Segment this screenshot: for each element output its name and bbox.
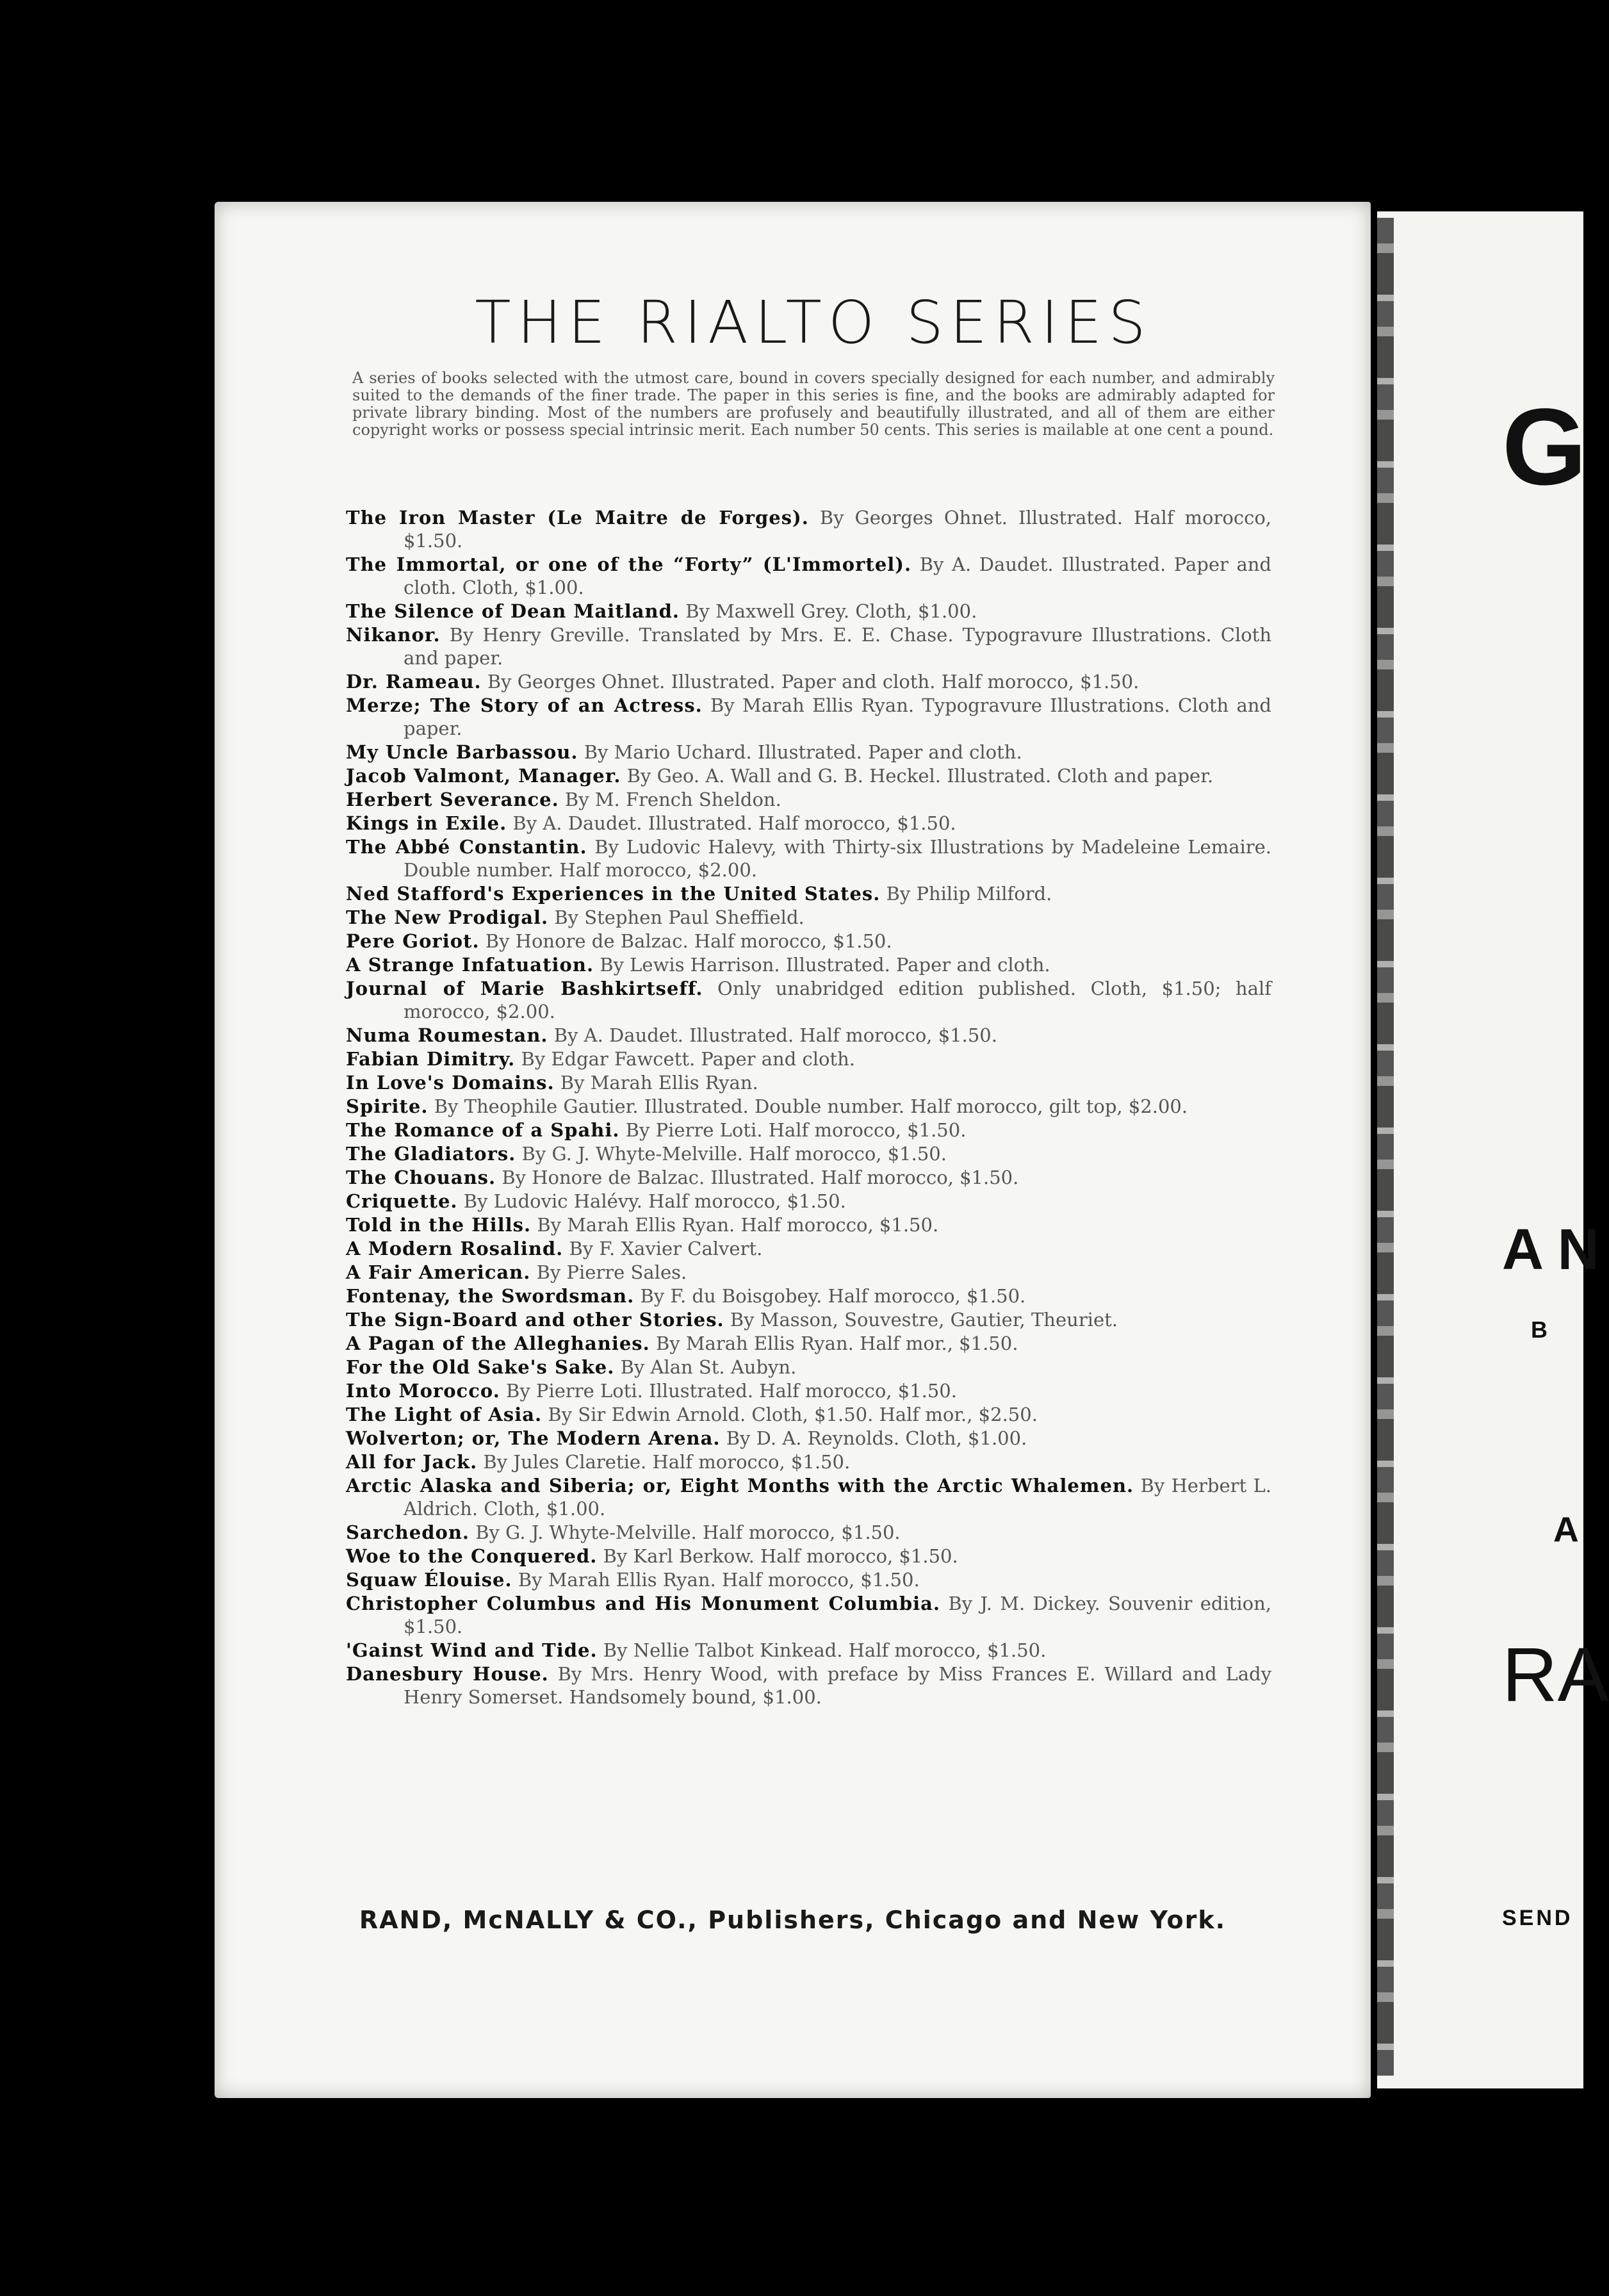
book-title: In Love's Domains.: [346, 1072, 555, 1094]
book-entry: [346, 788, 1271, 811]
book-entry: [346, 1356, 1271, 1379]
book-title: The Light of Asia.: [346, 1404, 543, 1425]
book-entry: [346, 1379, 1271, 1402]
book-entry: [346, 1568, 1271, 1591]
right-page-heading: G: [1502, 386, 1587, 508]
book-title: Into Morocco.: [346, 1380, 500, 1402]
book-title: Squaw Élouise.: [346, 1569, 512, 1591]
book-entry: [346, 1332, 1271, 1355]
book-details: By Mario Uchard. Illustrated. Paper and cloth.: [584, 741, 1022, 763]
book-details: By Masson, Souvestre, Gautier, Theuriet.: [730, 1309, 1118, 1331]
book-details: By Theophile Gautier. Illustrated. Double number. Half morocco, gilt top, $2.00.: [434, 1095, 1188, 1117]
book-details: By Maxwell Grey. Cloth, $1.00.: [685, 600, 977, 622]
right-page-line: B: [1531, 1316, 1548, 1343]
series-description: A series of books selected with the utmost care, bound in covers specially designed for each number, and admirably suited to the demands of the finer trade. The paper in this series is fine, and the books are admirably adapted for private library binding. Most of the numbers are profusely and beautifully illustrated, and all of them are either copyright works or possess special intrinsic merit. Each number 50 cents. This series is mailable at one cent a pound.: [352, 369, 1275, 439]
book-entry: [346, 1308, 1271, 1331]
book-title: The Silence of Dean Maitland.: [346, 600, 680, 622]
book-entry: [346, 812, 1271, 835]
book-details: By Sir Edwin Arnold. Cloth, $1.50. Half mor., $2.50.: [548, 1404, 1038, 1425]
book-entry: [346, 741, 1271, 764]
book-details: By Pierre Loti. Half morocco, $1.50.: [625, 1119, 967, 1141]
book-entry: [346, 600, 1271, 623]
book-entry: [346, 1119, 1271, 1142]
book-details: By Edgar Fawcett. Paper and cloth.: [521, 1048, 856, 1070]
book-title: Christopher Columbus and His Monument Columbia.: [346, 1593, 940, 1614]
book-title: Ned Stafford's Experiences in the United States.: [346, 883, 881, 905]
book-details: By Georges Ohnet. Illustrated. Half morocco, $1.50.: [404, 507, 1271, 552]
book-title: For the Old Sake's Sake.: [346, 1356, 615, 1378]
book-title: Danesbury House.: [346, 1663, 549, 1685]
book-entry: [346, 1662, 1271, 1709]
book-entry: [346, 1474, 1271, 1520]
book-title: The Immortal, or one of the “Forty” (L'Immortel).: [346, 554, 912, 575]
book-entry: [346, 1639, 1271, 1662]
book-details: By Ludovic Halevy, with Thirty-six Illustrations by Madeleine Lemaire. Double number. Half morocco, $2.00.: [404, 836, 1272, 881]
book-details: By Lewis Harrison. Illustrated. Paper and cloth.: [600, 954, 1050, 976]
right-page-line: A N: [1502, 1218, 1599, 1282]
book-details: By Marah Ellis Ryan. Half mor., $1.50.: [655, 1332, 1018, 1354]
book-entry: [346, 1427, 1271, 1450]
book-title: A Pagan of the Alleghanies.: [346, 1332, 650, 1354]
book-details: By D. A. Reynolds. Cloth, $1.00.: [726, 1427, 1027, 1449]
book-entry: [346, 977, 1271, 1023]
book-details: By A. Daudet. Illustrated. Paper and cloth. Cloth, $1.00.: [404, 554, 1271, 598]
book-title: Nikanor.: [346, 624, 441, 646]
book-entry: [346, 1166, 1271, 1189]
book-details: By Karl Berkow. Half morocco, $1.50.: [603, 1545, 958, 1567]
book-title: Arctic Alaska and Siberia; or, Eight Months with the Arctic Whalemen.: [346, 1475, 1134, 1496]
book-title: Merze; The Story of an Actress.: [346, 694, 703, 716]
book-title: Pere Goriot.: [346, 930, 480, 952]
book-title: Criquette.: [346, 1190, 458, 1212]
book-details: By Ludovic Halévy. Half morocco, $1.50.: [463, 1190, 846, 1212]
left-page: [215, 202, 1371, 2098]
book-entry: [346, 506, 1271, 552]
book-entry: [346, 1213, 1271, 1236]
book-entry: [346, 1592, 1271, 1638]
publisher-imprint: RAND, McNALLY & CO., Publishers, Chicago and New York.: [359, 1906, 1227, 1934]
book-details: By Marah Ellis Ryan. Half morocco, $1.50.: [537, 1214, 939, 1236]
book-title: Fontenay, the Swordsman.: [346, 1285, 635, 1307]
book-entry: [346, 1545, 1271, 1568]
book-entry: [346, 882, 1271, 905]
page-gutter-shadow: [1377, 218, 1394, 2076]
book-details: By Georges Ohnet. Illustrated. Paper and cloth. Half morocco, $1.50.: [487, 671, 1139, 693]
book-details: By G. J. Whyte-Melville. Half morocco, $1.50.: [521, 1143, 947, 1165]
book-entry: [346, 1450, 1271, 1473]
book-entry: [346, 694, 1271, 740]
book-entry: [346, 1095, 1271, 1118]
page-title: THE RIALTO SERIES: [475, 288, 1152, 357]
book-details: By Honore de Balzac. Half morocco, $1.50.: [485, 930, 892, 952]
book-details: Only unabridged edition published. Cloth, $1.50; half morocco, $2.00.: [404, 978, 1272, 1022]
book-entry: [346, 553, 1271, 599]
book-title: Kings in Exile.: [346, 812, 507, 834]
book-title: Woe to the Conquered.: [346, 1545, 598, 1567]
book-title: The Abbé Constantin.: [346, 836, 587, 858]
book-title: Fabian Dimitry.: [346, 1048, 516, 1070]
book-details: By A. Daudet. Illustrated. Half morocco, $1.50.: [512, 812, 956, 834]
book-title: The Sign-Board and other Stories.: [346, 1309, 724, 1331]
book-details: By Jules Claretie. Half morocco, $1.50.: [483, 1451, 851, 1473]
book-details: By Herbert L. Aldrich. Cloth, $1.00.: [404, 1475, 1271, 1520]
book-entry: [346, 1261, 1271, 1284]
book-entry: [346, 835, 1271, 882]
book-title: Journal of Marie Bashkirtseff.: [346, 978, 703, 999]
book-details: By J. M. Dickey. Souvenir edition, $1.50.: [404, 1593, 1272, 1637]
book-entry: [346, 764, 1271, 787]
book-title: Herbert Severance.: [346, 789, 559, 810]
book-details: By Nellie Talbot Kinkead. Half morocco, $1.50.: [603, 1639, 1047, 1661]
book-title: The New Prodigal.: [346, 906, 549, 928]
book-entry: [346, 1142, 1271, 1165]
book-details: By Pierre Loti. Illustrated. Half morocco, $1.50.: [506, 1380, 957, 1402]
book-title: All for Jack.: [346, 1451, 478, 1473]
book-details: By Stephen Paul Sheffield.: [554, 906, 804, 928]
book-title: Spirite.: [346, 1095, 429, 1117]
book-entry: [346, 906, 1271, 929]
book-details: By G. J. Whyte-Melville. Half morocco, $1.50.: [475, 1521, 901, 1543]
book-title: Told in the Hills.: [346, 1214, 532, 1236]
book-details: By Alan St. Aubyn.: [620, 1356, 797, 1378]
book-entry: [346, 670, 1271, 693]
right-page-line: A: [1553, 1509, 1579, 1549]
book-details: By Philip Milford.: [886, 883, 1052, 905]
book-details: By F. Xavier Calvert.: [569, 1238, 763, 1259]
book-details: By Pierre Sales.: [536, 1261, 687, 1283]
book-details: By Honore de Balzac. Illustrated. Half morocco, $1.50.: [502, 1167, 1019, 1188]
book-title: The Chouans.: [346, 1167, 496, 1188]
right-page-line: RA: [1502, 1632, 1609, 1718]
book-entry: [346, 623, 1271, 669]
book-list: [346, 506, 1271, 1709]
book-details: By M. French Sheldon.: [564, 789, 781, 810]
book-entry: [346, 953, 1271, 976]
book-title: 'Gainst Wind and Tide.: [346, 1639, 598, 1661]
book-entry: [346, 1190, 1271, 1213]
book-entry: [346, 1047, 1271, 1070]
book-details: By Geo. A. Wall and G. B. Heckel. Illustrated. Cloth and paper.: [626, 765, 1214, 787]
book-entry: [346, 1071, 1271, 1094]
book-title: Dr. Rameau.: [346, 671, 482, 693]
book-entry: [346, 930, 1271, 953]
book-details: By Marah Ellis Ryan.: [560, 1072, 758, 1094]
book-entry: [346, 1521, 1271, 1544]
book-details: By A. Daudet. Illustrated. Half morocco, $1.50.: [553, 1024, 997, 1046]
book-details: By F. du Boisgobey. Half morocco, $1.50.: [640, 1285, 1026, 1307]
book-title: A Strange Infatuation.: [346, 954, 594, 976]
right-page-line: SEND: [1502, 1906, 1573, 1930]
book-title: The Romance of a Spahi.: [346, 1119, 620, 1141]
book-details: By Marah Ellis Ryan. Half morocco, $1.50.: [518, 1569, 920, 1591]
book-title: A Fair American.: [346, 1261, 531, 1283]
book-title: The Gladiators.: [346, 1143, 516, 1165]
book-title: A Modern Rosalind.: [346, 1238, 564, 1259]
book-title: The Iron Master (Le Maitre de Forges).: [346, 507, 809, 529]
book-entry: [346, 1284, 1271, 1308]
book-title: Numa Roumestan.: [346, 1024, 548, 1046]
book-title: Wolverton; or, The Modern Arena.: [346, 1427, 721, 1449]
book-entry: [346, 1024, 1271, 1047]
book-details: By Marah Ellis Ryan. Typogravure Illustrations. Cloth and paper.: [404, 694, 1271, 739]
book-title: Sarchedon.: [346, 1521, 470, 1543]
book-title: My Uncle Barbassou.: [346, 741, 578, 763]
book-details: By Mrs. Henry Wood, with preface by Miss Frances E. Willard and Lady Henry Somerset. Handsomely bound, $1.00.: [404, 1663, 1271, 1708]
book-details: By Henry Greville. Translated by Mrs. E. E. Chase. Typogravure Illustrations. Cloth and paper.: [404, 624, 1272, 669]
book-entry: [346, 1237, 1271, 1260]
book-title: Jacob Valmont, Manager.: [346, 765, 621, 787]
book-entry: [346, 1403, 1271, 1426]
